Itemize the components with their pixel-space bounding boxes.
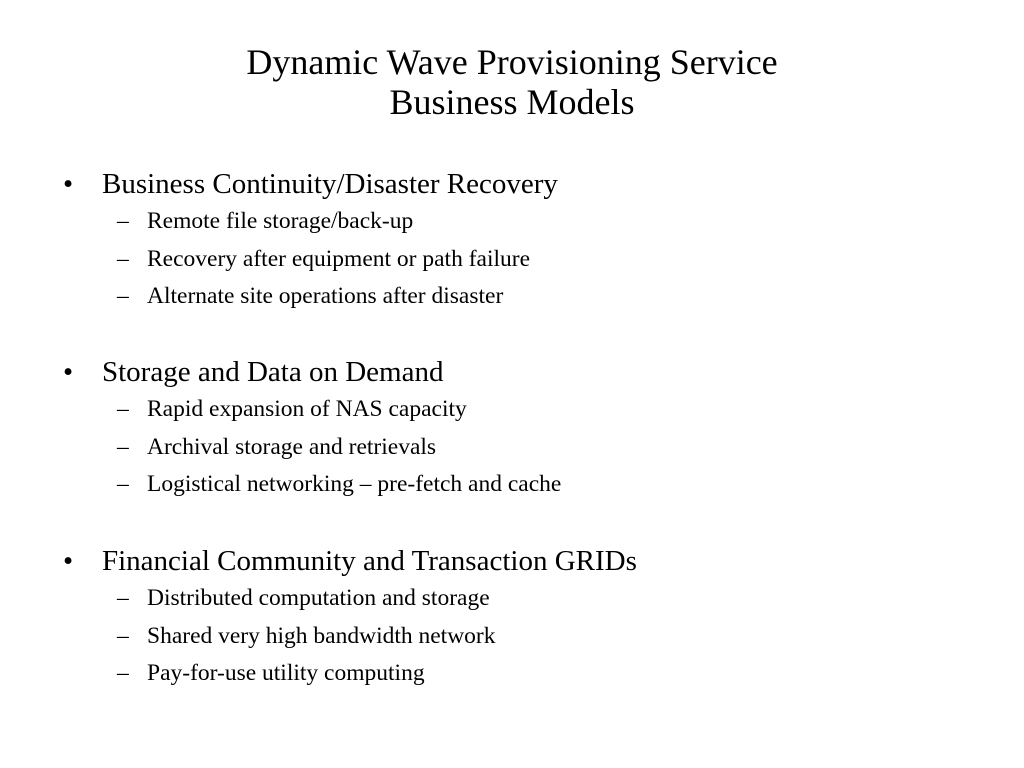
sub-item-text: Pay-for-use utility computing xyxy=(147,660,425,686)
sub-list xyxy=(0,583,1024,696)
sub-item xyxy=(0,432,1024,470)
sub-item xyxy=(0,658,1024,696)
dash-icon: – xyxy=(117,396,129,422)
sub-item-text: Distributed computation and storage xyxy=(147,585,490,611)
sub-item xyxy=(0,281,1024,319)
sub-list xyxy=(0,206,1024,319)
sub-item-text: Logistical networking – pre-fetch and cache xyxy=(147,471,562,497)
dash-icon: – xyxy=(117,622,129,649)
sub-item xyxy=(0,469,1024,507)
bullet-icon: • xyxy=(63,168,74,200)
dash-icon: – xyxy=(117,471,129,497)
dash-icon: – xyxy=(117,283,129,309)
sub-item-text: Shared very high bandwidth network xyxy=(147,622,496,649)
section-business-continuity xyxy=(0,166,1024,319)
dash-icon: – xyxy=(117,660,129,686)
sub-item-text: Recovery after equipment or path failure xyxy=(147,245,531,272)
dash-icon: – xyxy=(117,208,129,234)
dash-icon: – xyxy=(117,245,129,272)
sub-item xyxy=(0,583,1024,621)
bullet-item xyxy=(0,354,1024,390)
sub-item-text: Alternate site operations after disaster xyxy=(147,283,504,309)
dash-icon: – xyxy=(117,433,129,460)
bullet-icon: • xyxy=(63,545,74,577)
section-storage-data xyxy=(0,354,1024,507)
title-line-2: Business Models xyxy=(389,82,635,122)
section-financial-community xyxy=(0,543,1024,696)
sub-list xyxy=(0,394,1024,507)
sub-item xyxy=(0,206,1024,244)
sub-item xyxy=(0,244,1024,282)
dash-icon: – xyxy=(117,585,129,611)
sub-item xyxy=(0,394,1024,432)
bullet-icon: • xyxy=(63,356,74,388)
bullet-item xyxy=(0,543,1024,579)
sub-item-text: Archival storage and retrievals xyxy=(147,433,437,460)
bullet-heading: Business Continuity/Disaster Recovery xyxy=(102,168,558,200)
sub-item-text: Rapid expansion of NAS capacity xyxy=(147,396,467,422)
bullet-heading: Financial Community and Transaction GRIDs xyxy=(102,545,637,577)
sub-item-text: Remote file storage/back-up xyxy=(147,208,414,234)
title-line-1: Dynamic Wave Provisioning Service xyxy=(246,42,778,82)
bullet-item xyxy=(0,166,1024,202)
sub-item xyxy=(0,621,1024,659)
slide-title xyxy=(0,42,1024,122)
bullet-heading: Storage and Data on Demand xyxy=(102,356,444,388)
